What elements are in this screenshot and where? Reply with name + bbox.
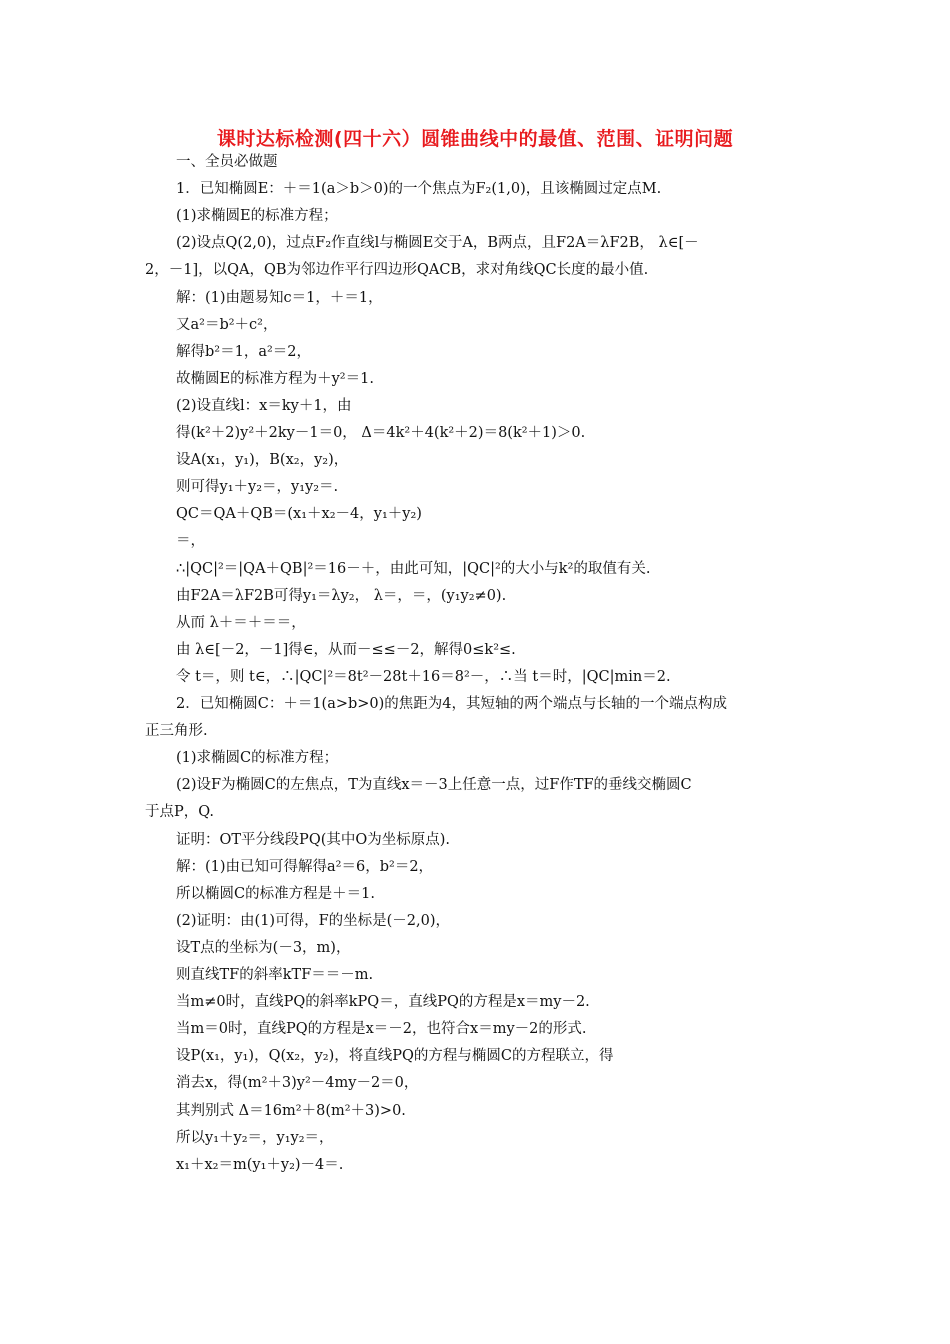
text-line: 解：(1)由已知可得解得a²＝6，b²＝2，: [176, 858, 434, 875]
text-line: QC＝QA＋QB＝(x₁＋x₂－4，y₁＋y₂): [176, 506, 422, 523]
text-line: 1．已知椭圆E：＋＝1(a＞b＞0)的一个焦点为F₂(1,0)，且该椭圆过定点M.: [176, 181, 662, 198]
text-line: 令 t＝，则 t∈，∴|QC|²＝8t²－28t＋16＝8²－，∴当 t＝时，|QC|min＝2.: [176, 668, 671, 685]
text-line: 由F2A＝λF2B可得y₁＝λy₂， λ＝，＝，(y₁y₂≠0).: [176, 587, 507, 604]
text-line: 设A(x₁，y₁)，B(x₂，y₂)，: [176, 452, 349, 469]
text-line: 正三角形.: [145, 723, 208, 740]
text-line: 设T点的坐标为(－3，m)，: [176, 939, 351, 956]
text-line: (2)设点Q(2,0)，过点F₂作直线l与椭圆E交于A，B两点，且F2A＝λF2B， λ∈[－: [176, 235, 699, 252]
text-line: (2)设F为椭圆C的左焦点，T为直线x＝－3上任意一点，过F作TF的垂线交椭圆C: [176, 777, 692, 794]
text-line: 2．已知椭圆C：＋＝1(a>b>0)的焦距为4，其短轴的两个端点与长轴的一个端点构成: [176, 696, 728, 712]
text-line: 于点P，Q.: [145, 804, 215, 821]
text-line: 证明：OT平分线段PQ(其中O为坐标原点).: [176, 831, 451, 848]
text-line: (1)求椭圆C的标准方程；: [176, 750, 339, 767]
text-line: (2)设直线l：x＝ky＋1，由: [176, 397, 352, 414]
text-line: 所以y₁＋y₂＝，y₁y₂＝，: [176, 1129, 334, 1146]
page-title: 课时达标检测(四十六）圆锥曲线中的最值、范围、证明问题: [216, 128, 734, 150]
text-line: (2)证明：由(1)可得，F的坐标是(－2,0)，: [176, 912, 451, 929]
text-line: 解得b²＝1，a²＝2，: [176, 343, 312, 360]
text-line: x₁＋x₂＝m(y₁＋y₂)－4＝.: [176, 1156, 344, 1173]
text-line: (1)求椭圆E的标准方程；: [176, 208, 338, 225]
text-line: ∴|QC|²＝|QA＋QB|²＝16－＋，由此可知，|QC|²的大小与k²的取值有关.: [176, 560, 651, 577]
text-line: 设P(x₁，y₁)，Q(x₂，y₂)，将直线PQ的方程与椭圆C的方程联立，得: [176, 1048, 614, 1065]
text-line: 故椭圆E的标准方程为＋y²＝1.: [176, 370, 374, 387]
text-line: 一、全员必做题: [176, 154, 278, 170]
text-line: 又a²＝b²＋c²，: [176, 316, 278, 333]
text-line: 得(k²＋2)y²＋2ky－1＝0， Δ＝4k²＋4(k²＋2)＝8(k²＋1)＞0.: [176, 425, 586, 441]
text-line: 所以椭圆C的标准方程是＋＝1.: [176, 885, 375, 902]
text-line: 解：(1)由题易知c＝1，＋＝1，: [176, 289, 383, 306]
text-line: 则直线TF的斜率kTF＝＝－m.: [176, 967, 374, 983]
text-line: 从而 λ＋＝＋＝＝，: [176, 614, 306, 631]
text-line: 由 λ∈[－2，－1]得∈，从而－≤≤－2，解得0≤k²≤.: [176, 641, 516, 658]
text-line: 消去x，得(m²＋3)y²－4my－2＝0，: [176, 1075, 419, 1092]
text-line: ＝，: [176, 533, 205, 550]
text-line: 其判别式 Δ＝16m²＋8(m²＋3)>0.: [176, 1102, 406, 1119]
text-line: 则可得y₁＋y₂＝，y₁y₂＝.: [176, 479, 339, 496]
text-line: 当m≠0时，直线PQ的斜率kPQ＝，直线PQ的方程是x＝my－2.: [176, 994, 590, 1011]
text-line: 当m＝0时，直线PQ的方程是x＝－2，也符合x＝my－2的形式.: [176, 1021, 587, 1038]
text-line: 2，－1]，以QA，QB为邻边作平行四边形QACB，求对角线QC长度的最小值.: [145, 262, 649, 279]
